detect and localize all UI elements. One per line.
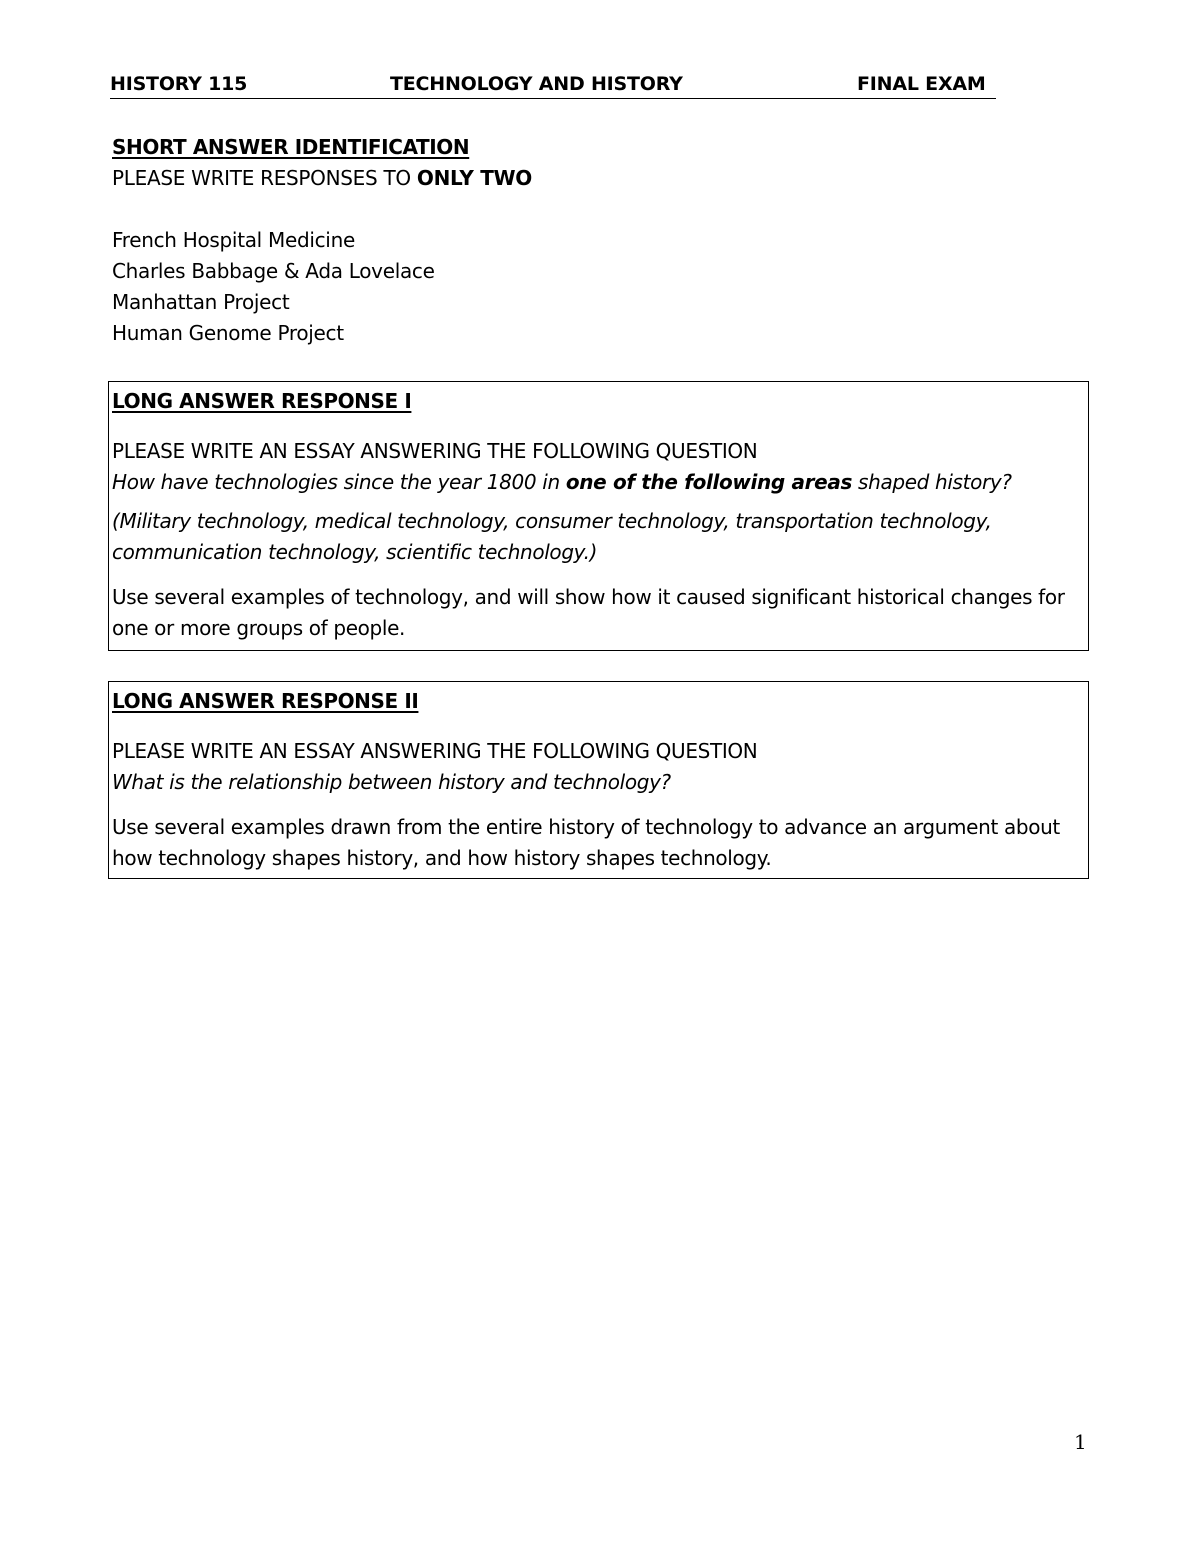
short-answer-heading: SHORT ANSWER IDENTIFICATION — [112, 135, 470, 159]
long-answer-2-guidance: Use several examples drawn from the entire history of technology to advance an argument about how technology shapes history, and how history shapes technology. — [112, 815, 1060, 870]
topic-item: Manhattan Project — [112, 290, 290, 314]
long-answer-box-2 — [108, 681, 1089, 879]
topic-item: Human Genome Project — [112, 321, 344, 345]
question-suffix: shaped history? — [852, 470, 1012, 494]
long-answer-box-1 — [108, 381, 1089, 651]
long-answer-2-heading: LONG ANSWER RESPONSE II — [112, 689, 419, 713]
topic-item: Charles Babbage & Ada Lovelace — [112, 259, 435, 283]
instruction-emphasis: ONLY TWO — [416, 166, 533, 190]
long-answer-1-instruction: PLEASE WRITE AN ESSAY ANSWERING THE FOLLOWING QUESTION — [112, 439, 758, 463]
page-number: 1 — [1074, 1430, 1087, 1454]
exam-label: FINAL EXAM — [857, 73, 986, 95]
short-answer-instruction — [112, 163, 1012, 194]
topic-list — [112, 225, 1012, 349]
course-title: TECHNOLOGY AND HISTORY — [390, 73, 683, 95]
page-header — [110, 70, 996, 99]
long-answer-1-question — [112, 467, 1088, 498]
instruction-prefix: PLEASE WRITE RESPONSES TO — [112, 166, 417, 190]
long-answer-2-instruction: PLEASE WRITE AN ESSAY ANSWERING THE FOLLOWING QUESTION — [112, 739, 758, 763]
long-answer-1-guidance: Use several examples of technology, and will show how it caused significant historical changes for one or more groups of people. — [112, 585, 1065, 640]
long-answer-1-areas: (Military technology, medical technology, consumer technology, transportation technology, communication technology, scientific technology.) — [112, 509, 992, 564]
course-code: HISTORY 115 — [110, 73, 248, 95]
short-answer-section — [112, 132, 1012, 349]
topic-item: French Hospital Medicine — [112, 228, 355, 252]
question-emphasis: one of the following areas — [565, 470, 853, 494]
long-answer-2-question: What is the relationship between history and technology? — [112, 770, 671, 794]
long-answer-1-heading: LONG ANSWER RESPONSE I — [112, 389, 412, 413]
question-prefix: How have technologies since the year 1800 in — [112, 470, 566, 494]
